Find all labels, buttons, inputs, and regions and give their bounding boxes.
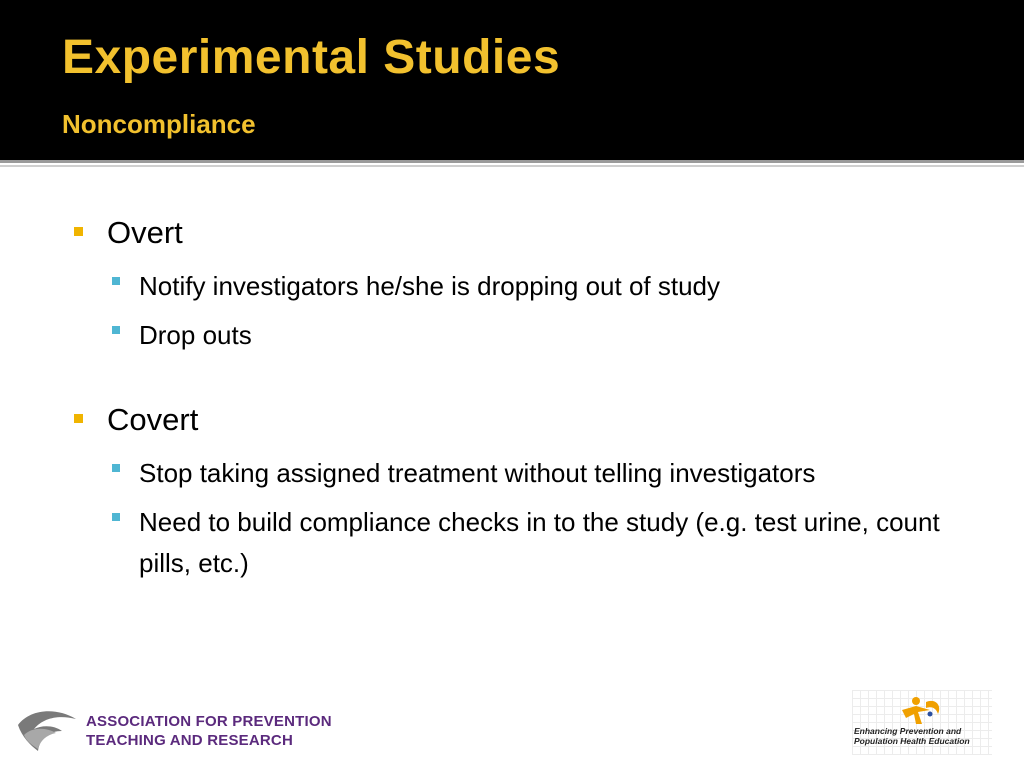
sub-bullet [112, 266, 972, 307]
org-name-line2: TEACHING AND RESEARCH [86, 732, 293, 749]
bullet-covert [74, 401, 198, 438]
header-divider [0, 160, 1024, 163]
enhancing-line1: Enhancing Prevention and [854, 726, 962, 736]
slide-title: Experimental Studies [62, 31, 561, 84]
sub-bullet-text: Stop taking assigned treatment without telling investigators [139, 458, 816, 488]
square-bullet-icon [74, 227, 83, 236]
aptr-logo [16, 705, 332, 757]
enhancing-line2: Population Health Education [854, 736, 970, 746]
square-bullet-icon [112, 464, 120, 472]
enhancing-prevention-logo [852, 690, 992, 755]
title-bar [0, 0, 1024, 160]
header-divider-secondary [0, 165, 1024, 167]
sub-bullet-text: Drop outs [139, 320, 252, 350]
bullet-overt [74, 214, 183, 251]
figure-people-icon [896, 696, 944, 726]
sub-bullet-text: Need to build compliance checks in to the study (e.g. test urine, count pills, etc.) [139, 507, 940, 578]
slide-subtitle: Noncompliance [62, 109, 256, 139]
aptr-wave-icon [16, 705, 78, 757]
bullet-label: Overt [107, 215, 183, 250]
square-bullet-icon [112, 277, 120, 285]
square-bullet-icon [74, 414, 83, 423]
sub-bullet [112, 502, 972, 584]
square-bullet-icon [112, 513, 120, 521]
sub-bullet-text: Notify investigators he/she is dropping out of study [139, 271, 720, 301]
bullet-label: Covert [107, 402, 199, 437]
sub-bullet [112, 315, 972, 356]
org-name [86, 712, 332, 750]
enhancing-prevention-text [854, 726, 992, 746]
org-name-line1: ASSOCIATION FOR PREVENTION [86, 713, 332, 730]
sub-bullet [112, 453, 972, 494]
square-bullet-icon [112, 326, 120, 334]
